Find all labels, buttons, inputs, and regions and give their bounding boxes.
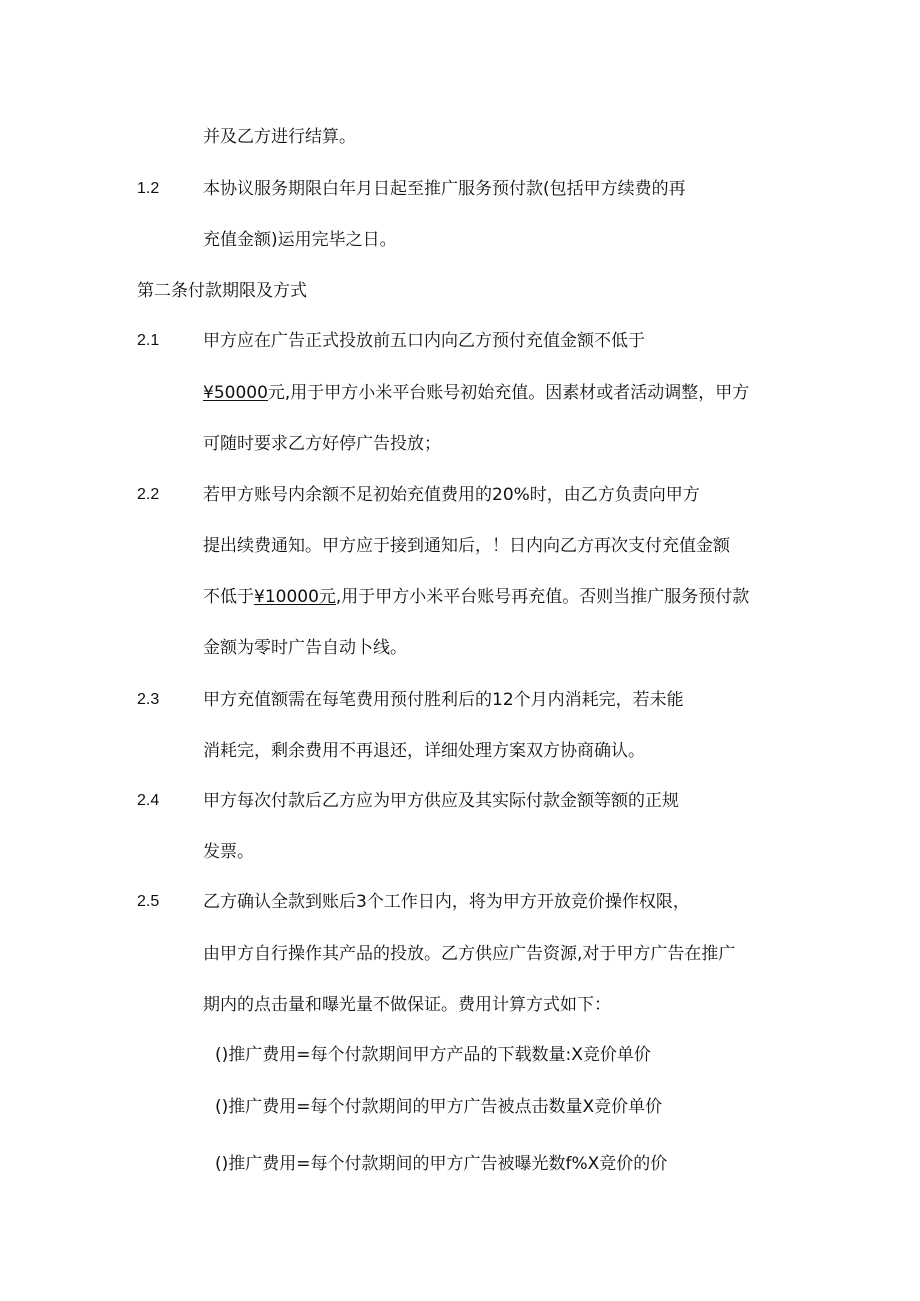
text-line: 甲方应在广告正式投放前五口内向乙方预付充值金额不低于	[203, 331, 645, 351]
text-line: 并及乙方进行结算。	[203, 127, 356, 147]
text-line: 消耗完，剩余费用不再退还，详细处理方案双方协商确认。	[203, 741, 645, 761]
amount-initial: ¥50000	[203, 383, 268, 403]
clause-number-2-2: 2.2	[137, 486, 160, 503]
formula-line: ()推广费用=每个付款期间的甲方广告被点击数量X竞价单价	[215, 1097, 663, 1117]
text-line: 本协议服务期限白年月日起至推广服务预付款(包括甲方续费的再	[203, 179, 686, 199]
text-line: 若甲方账号内余额不足初始充值费用的20%时，由乙方负责向甲方	[203, 485, 700, 505]
text-line: 可随时要求乙方好停广告投放；	[203, 434, 441, 454]
clause-number-2-4: 2.4	[137, 792, 160, 809]
text-line: 发票。	[203, 842, 254, 862]
text-segment: 不低于	[203, 587, 254, 607]
amount-recharge: ¥10000元	[254, 587, 336, 607]
text-line	[203, 382, 749, 404]
text-segment: 元,用于甲方小米平台账号初始充值。因素材或者活动调整，甲方	[267, 383, 750, 403]
clause-number-2-3: 2.3	[137, 691, 160, 708]
formula-line: ()推广费用=每个付款期间甲方产品的下载数量:X竞价单价	[215, 1045, 651, 1065]
text-segment: ,用于甲方小米平台账号再充值。否则当推广服务预付款	[335, 587, 750, 607]
clause-number-1-2: 1.2	[137, 180, 160, 197]
section-heading: 第二条付款期限及方式	[137, 281, 307, 301]
text-line: 甲方每次付款后乙方应为甲方供应及其实际付款金额等额的正规	[203, 791, 679, 811]
text-line: 由甲方自行操作其产品的投放。乙方供应广告资源,对于甲方广告在推广	[203, 944, 736, 964]
text-line: 期内的点击量和曝光量不做保证。费用计算方式如下：	[203, 995, 611, 1015]
text-line: 充值金额)运用完毕之日。	[203, 230, 397, 250]
formula-line: ()推广费用=每个付款期间的甲方广告被曝光数f%X竞价的价	[215, 1154, 668, 1174]
text-line: 乙方确认全款到账后3个工作日内，将为甲方开放竞价操作权限，	[203, 892, 690, 912]
text-line: 提出续费通知。甲方应于接到通知后，！日内向乙方再次支付充值金额	[203, 536, 730, 556]
clause-number-2-5: 2.5	[137, 893, 160, 910]
text-line: 金额为零时广告自动卜线。	[203, 638, 407, 658]
text-line	[203, 586, 749, 608]
text-line: 甲方充值额需在每笔费用预付胜利后的12个月内消耗完，若未能	[203, 690, 684, 710]
clause-number-2-1: 2.1	[137, 332, 160, 349]
